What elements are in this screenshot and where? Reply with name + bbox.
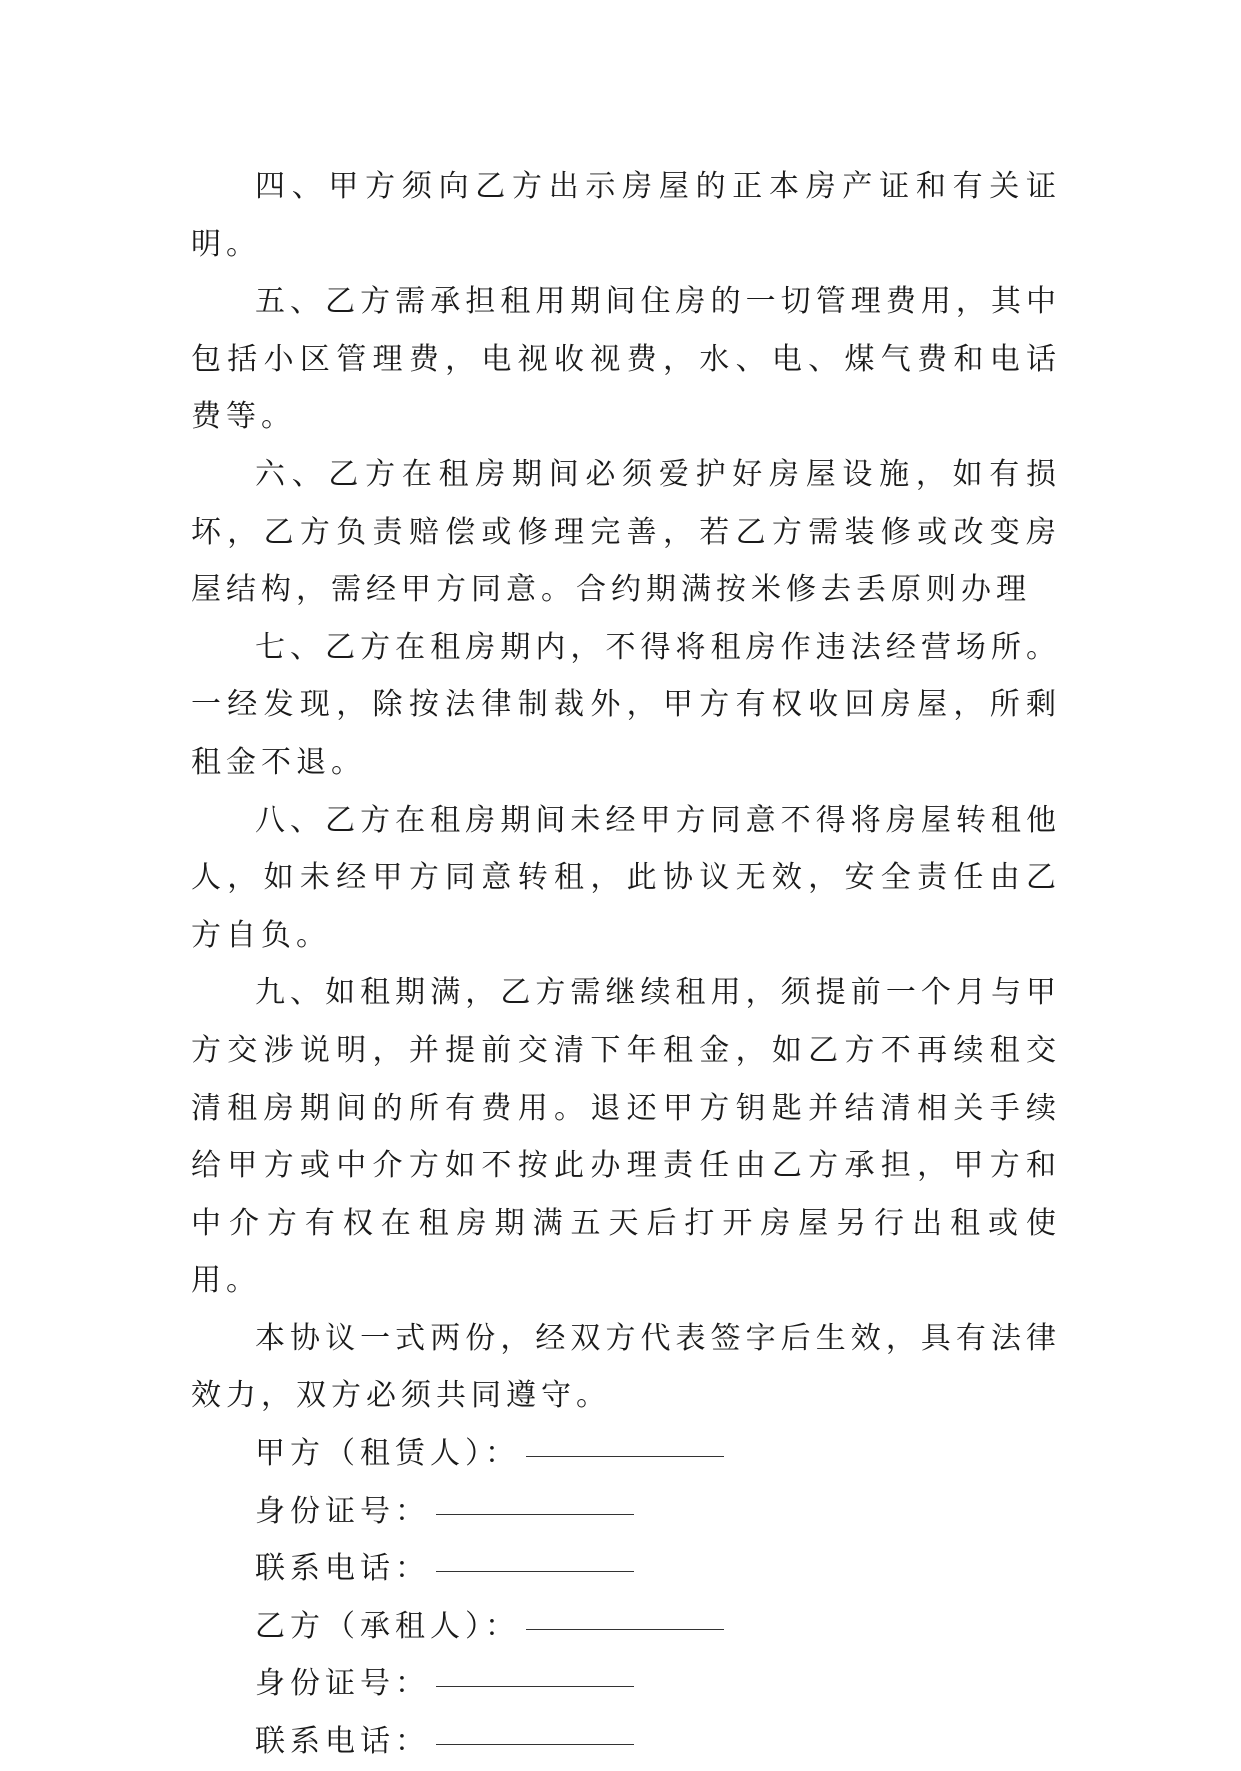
party-b-id-blank[interactable] [436,1686,634,1687]
party-b-line [191,1598,1061,1656]
clause-4: 四、甲方须向乙方出示房屋的正本房产证和有关证明。 [191,169,1061,262]
party-a-id-label: 身份证号： [255,1493,430,1529]
party-b-signature-blank[interactable] [526,1629,724,1630]
party-a-signature-blank[interactable] [526,1456,724,1457]
party-a-id-blank[interactable] [436,1514,634,1515]
party-b-id-line [191,1655,1061,1713]
party-b-label: 乙方（承租人）： [255,1608,520,1644]
party-b-id-label: 身份证号： [255,1666,430,1702]
party-a-phone-label: 联系电话： [255,1551,430,1587]
clause-9: 九、如租期满，乙方需继续租用，须提前一个月与甲方交涉说明，并提前交清下年租金，如乙方不再续租交清租房期间的所有费用。退还甲方钥匙并结清相关手续给甲方或中介方如不按此办理责任由乙方承担，甲方和中介方有权在租房期满五天后打开房屋另行出租或使用。 [191,975,1061,1299]
clause-7: 七、乙方在租房期内，不得将租房作违法经营场所。一经发现，除按法律制裁外，甲方有权收回房屋，所剩租金不退。 [191,629,1061,780]
party-a-phone-line [191,1540,1061,1598]
party-b-phone-line [191,1713,1061,1771]
clause-6: 六、乙方在租房期间必须爱护好房屋设施，如有损坏，乙方负责赔偿或修理完善，若乙方需装修或改变房屋结构，需经甲方同意。合约期满按米修去丢原则办理 [191,456,1061,608]
party-a-id-line [191,1483,1061,1541]
party-b-phone-blank[interactable] [436,1744,634,1745]
signature-block [191,1425,1061,1771]
clause-8: 八、乙方在租房期间未经甲方同意不得将房屋转租他人，如未经甲方同意转租，此协议无效，安全责任由乙方自负。 [191,802,1061,953]
clause-5: 五、乙方需承担租用期间住房的一切管理费用，其中包括小区管理费，电视收视费，水、电、煤气费和电话费等。 [191,284,1061,435]
party-a-label: 甲方（租赁人）： [255,1436,520,1472]
agreement-validity-clause: 本协议一式两份，经双方代表签字后生效，具有法律效力，双方必须共同遵守。 [191,1320,1061,1414]
party-a-phone-blank[interactable] [436,1571,634,1572]
party-b-phone-label: 联系电话： [255,1724,430,1760]
party-a-line [191,1425,1061,1483]
contract-page [191,158,1061,1771]
